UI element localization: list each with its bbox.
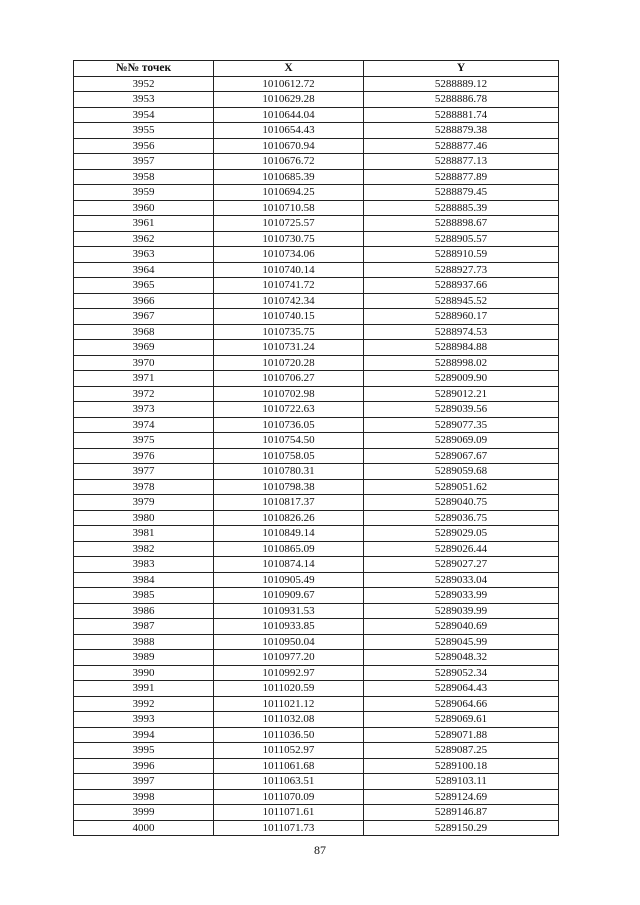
y-coordinate-cell: 5288877.13	[364, 154, 559, 170]
point-number-cell: 3992	[74, 696, 214, 712]
point-number-cell: 3981	[74, 526, 214, 542]
table-row	[74, 371, 559, 387]
y-coordinate-cell: 5289069.09	[364, 433, 559, 449]
point-number-cell: 3965	[74, 278, 214, 294]
x-coordinate-cell: 1010874.14	[214, 557, 364, 573]
table-row	[74, 479, 559, 495]
x-coordinate-cell: 1010798.38	[214, 479, 364, 495]
table-row	[74, 572, 559, 588]
y-coordinate-cell: 5289040.69	[364, 619, 559, 635]
point-number-cell: 3973	[74, 402, 214, 418]
table-row	[74, 743, 559, 759]
y-coordinate-cell: 5289027.27	[364, 557, 559, 573]
point-number-cell: 4000	[74, 820, 214, 836]
point-number-cell: 3974	[74, 417, 214, 433]
point-number-cell: 3986	[74, 603, 214, 619]
point-number-cell: 3975	[74, 433, 214, 449]
x-coordinate-cell: 1011061.68	[214, 758, 364, 774]
y-coordinate-cell: 5289009.90	[364, 371, 559, 387]
point-number-cell: 3989	[74, 650, 214, 666]
table-row	[74, 665, 559, 681]
table-row	[74, 696, 559, 712]
table-row	[74, 169, 559, 185]
point-number-cell: 3978	[74, 479, 214, 495]
x-coordinate-cell: 1010758.05	[214, 448, 364, 464]
y-coordinate-cell: 5288889.12	[364, 76, 559, 92]
y-coordinate-cell: 5289069.61	[364, 712, 559, 728]
page-number: 87	[314, 843, 326, 857]
x-coordinate-cell: 1010685.39	[214, 169, 364, 185]
table-row	[74, 448, 559, 464]
point-number-cell: 3952	[74, 76, 214, 92]
table-row	[74, 402, 559, 418]
point-number-cell: 3971	[74, 371, 214, 387]
y-coordinate-cell: 5288881.74	[364, 107, 559, 123]
x-coordinate-cell: 1011020.59	[214, 681, 364, 697]
x-coordinate-cell: 1010612.72	[214, 76, 364, 92]
point-number-cell: 3997	[74, 774, 214, 790]
y-coordinate-cell: 5288927.73	[364, 262, 559, 278]
x-coordinate-cell: 1010720.28	[214, 355, 364, 371]
table-row	[74, 510, 559, 526]
point-number-cell: 3967	[74, 309, 214, 325]
y-coordinate-cell: 5288984.88	[364, 340, 559, 356]
table-row	[74, 541, 559, 557]
point-number-cell: 3993	[74, 712, 214, 728]
table-row	[74, 231, 559, 247]
point-number-cell: 3970	[74, 355, 214, 371]
table-row	[74, 216, 559, 232]
point-number-cell: 3988	[74, 634, 214, 650]
x-coordinate-cell: 1010865.09	[214, 541, 364, 557]
point-number-cell: 3955	[74, 123, 214, 139]
table-row	[74, 386, 559, 402]
y-coordinate-cell: 5289033.04	[364, 572, 559, 588]
point-number-cell: 3954	[74, 107, 214, 123]
table-row	[74, 123, 559, 139]
table-header-row	[74, 61, 559, 77]
point-number-cell: 3972	[74, 386, 214, 402]
table-row	[74, 712, 559, 728]
table-row	[74, 789, 559, 805]
y-coordinate-cell: 5289124.69	[364, 789, 559, 805]
table-row	[74, 774, 559, 790]
x-coordinate-cell: 1010741.72	[214, 278, 364, 294]
table-row	[74, 805, 559, 821]
x-coordinate-cell: 1010905.49	[214, 572, 364, 588]
y-coordinate-cell: 5288945.52	[364, 293, 559, 309]
table-row	[74, 417, 559, 433]
x-coordinate-cell: 1010629.28	[214, 92, 364, 108]
y-coordinate-cell: 5289033.99	[364, 588, 559, 604]
point-number-cell: 3976	[74, 448, 214, 464]
table-row	[74, 495, 559, 511]
x-coordinate-cell: 1011071.61	[214, 805, 364, 821]
x-coordinate-cell: 1010736.05	[214, 417, 364, 433]
table-row	[74, 526, 559, 542]
point-number-cell: 3985	[74, 588, 214, 604]
table-body	[74, 76, 559, 836]
y-coordinate-cell: 5289045.99	[364, 634, 559, 650]
point-number-cell: 3999	[74, 805, 214, 821]
y-coordinate-cell: 5289059.68	[364, 464, 559, 480]
table-row	[74, 309, 559, 325]
y-coordinate-cell: 5288998.02	[364, 355, 559, 371]
point-number-cell: 3996	[74, 758, 214, 774]
point-number-cell: 3995	[74, 743, 214, 759]
point-number-cell: 3961	[74, 216, 214, 232]
table-row	[74, 557, 559, 573]
x-coordinate-cell: 1010706.27	[214, 371, 364, 387]
table-row	[74, 154, 559, 170]
y-coordinate-cell: 5289064.43	[364, 681, 559, 697]
x-coordinate-cell: 1011052.97	[214, 743, 364, 759]
y-coordinate-cell: 5288885.39	[364, 200, 559, 216]
x-coordinate-cell: 1010931.53	[214, 603, 364, 619]
x-coordinate-cell: 1010731.24	[214, 340, 364, 356]
x-coordinate-cell: 1010950.04	[214, 634, 364, 650]
x-coordinate-cell: 1010722.63	[214, 402, 364, 418]
point-number-cell: 3998	[74, 789, 214, 805]
column-header-y: Y	[364, 61, 559, 77]
x-coordinate-cell: 1010817.37	[214, 495, 364, 511]
table-row	[74, 464, 559, 480]
x-coordinate-cell: 1011071.73	[214, 820, 364, 836]
table-row	[74, 634, 559, 650]
table-row	[74, 588, 559, 604]
y-coordinate-cell: 5289052.34	[364, 665, 559, 681]
y-coordinate-cell: 5289029.05	[364, 526, 559, 542]
x-coordinate-cell: 1011070.09	[214, 789, 364, 805]
x-coordinate-cell: 1010740.14	[214, 262, 364, 278]
y-coordinate-cell: 5289067.67	[364, 448, 559, 464]
x-coordinate-cell: 1010740.15	[214, 309, 364, 325]
point-number-cell: 3984	[74, 572, 214, 588]
x-coordinate-cell: 1010730.75	[214, 231, 364, 247]
y-coordinate-cell: 5289036.75	[364, 510, 559, 526]
y-coordinate-cell: 5289071.88	[364, 727, 559, 743]
y-coordinate-cell: 5289012.21	[364, 386, 559, 402]
point-number-cell: 3983	[74, 557, 214, 573]
x-coordinate-cell: 1010977.20	[214, 650, 364, 666]
x-coordinate-cell: 1011036.50	[214, 727, 364, 743]
table-row	[74, 820, 559, 836]
point-number-cell: 3953	[74, 92, 214, 108]
point-number-cell: 3957	[74, 154, 214, 170]
x-coordinate-cell: 1010992.97	[214, 665, 364, 681]
y-coordinate-cell: 5289150.29	[364, 820, 559, 836]
point-number-cell: 3956	[74, 138, 214, 154]
y-coordinate-cell: 5288960.17	[364, 309, 559, 325]
y-coordinate-cell: 5289040.75	[364, 495, 559, 511]
column-header-point-number: №№ точек	[74, 61, 214, 77]
x-coordinate-cell: 1010849.14	[214, 526, 364, 542]
y-coordinate-cell: 5289087.25	[364, 743, 559, 759]
y-coordinate-cell: 5289077.35	[364, 417, 559, 433]
x-coordinate-cell: 1010754.50	[214, 433, 364, 449]
y-coordinate-cell: 5288910.59	[364, 247, 559, 263]
x-coordinate-cell: 1010644.04	[214, 107, 364, 123]
table-row	[74, 247, 559, 263]
column-header-x: X	[214, 61, 364, 77]
table-row	[74, 92, 559, 108]
y-coordinate-cell: 5289026.44	[364, 541, 559, 557]
y-coordinate-cell: 5289048.32	[364, 650, 559, 666]
x-coordinate-cell: 1010710.58	[214, 200, 364, 216]
table-row	[74, 650, 559, 666]
point-number-cell: 3991	[74, 681, 214, 697]
x-coordinate-cell: 1010694.25	[214, 185, 364, 201]
point-number-cell: 3960	[74, 200, 214, 216]
y-coordinate-cell: 5289146.87	[364, 805, 559, 821]
point-number-cell: 3966	[74, 293, 214, 309]
point-number-cell: 3964	[74, 262, 214, 278]
point-number-cell: 3958	[74, 169, 214, 185]
x-coordinate-cell: 1010670.94	[214, 138, 364, 154]
point-number-cell: 3968	[74, 324, 214, 340]
x-coordinate-cell: 1010826.26	[214, 510, 364, 526]
table-row	[74, 727, 559, 743]
x-coordinate-cell: 1010735.75	[214, 324, 364, 340]
point-number-cell: 3987	[74, 619, 214, 635]
y-coordinate-cell: 5288898.67	[364, 216, 559, 232]
x-coordinate-cell: 1010734.06	[214, 247, 364, 263]
table-row	[74, 603, 559, 619]
point-number-cell: 3979	[74, 495, 214, 511]
y-coordinate-cell: 5288974.53	[364, 324, 559, 340]
x-coordinate-cell: 1010742.34	[214, 293, 364, 309]
point-number-cell: 3977	[74, 464, 214, 480]
table-row	[74, 185, 559, 201]
point-number-cell: 3990	[74, 665, 214, 681]
y-coordinate-cell: 5289039.56	[364, 402, 559, 418]
table-row	[74, 76, 559, 92]
point-number-cell: 3962	[74, 231, 214, 247]
x-coordinate-cell: 1010725.57	[214, 216, 364, 232]
x-coordinate-cell: 1010702.98	[214, 386, 364, 402]
table-row	[74, 324, 559, 340]
y-coordinate-cell: 5289100.18	[364, 758, 559, 774]
y-coordinate-cell: 5289103.11	[364, 774, 559, 790]
x-coordinate-cell: 1011063.51	[214, 774, 364, 790]
table-row	[74, 293, 559, 309]
x-coordinate-cell: 1010933.85	[214, 619, 364, 635]
table-row	[74, 355, 559, 371]
table-row	[74, 262, 559, 278]
x-coordinate-cell: 1010676.72	[214, 154, 364, 170]
table-row	[74, 340, 559, 356]
point-number-cell: 3969	[74, 340, 214, 356]
y-coordinate-cell: 5288886.78	[364, 92, 559, 108]
y-coordinate-cell: 5288879.38	[364, 123, 559, 139]
point-number-cell: 3982	[74, 541, 214, 557]
point-number-cell: 3994	[74, 727, 214, 743]
y-coordinate-cell: 5289039.99	[364, 603, 559, 619]
table-row	[74, 107, 559, 123]
x-coordinate-cell: 1010654.43	[214, 123, 364, 139]
y-coordinate-cell: 5288879.45	[364, 185, 559, 201]
table-row	[74, 138, 559, 154]
table-row	[74, 278, 559, 294]
table-row	[74, 433, 559, 449]
table-row	[74, 758, 559, 774]
y-coordinate-cell: 5288937.66	[364, 278, 559, 294]
coordinates-table	[73, 60, 559, 836]
y-coordinate-cell: 5288877.89	[364, 169, 559, 185]
x-coordinate-cell: 1011032.08	[214, 712, 364, 728]
x-coordinate-cell: 1010909.67	[214, 588, 364, 604]
y-coordinate-cell: 5289064.66	[364, 696, 559, 712]
y-coordinate-cell: 5288905.57	[364, 231, 559, 247]
point-number-cell: 3963	[74, 247, 214, 263]
table-row	[74, 681, 559, 697]
x-coordinate-cell: 1010780.31	[214, 464, 364, 480]
y-coordinate-cell: 5288877.46	[364, 138, 559, 154]
point-number-cell: 3959	[74, 185, 214, 201]
x-coordinate-cell: 1011021.12	[214, 696, 364, 712]
table-row	[74, 619, 559, 635]
y-coordinate-cell: 5289051.62	[364, 479, 559, 495]
table-row	[74, 200, 559, 216]
point-number-cell: 3980	[74, 510, 214, 526]
